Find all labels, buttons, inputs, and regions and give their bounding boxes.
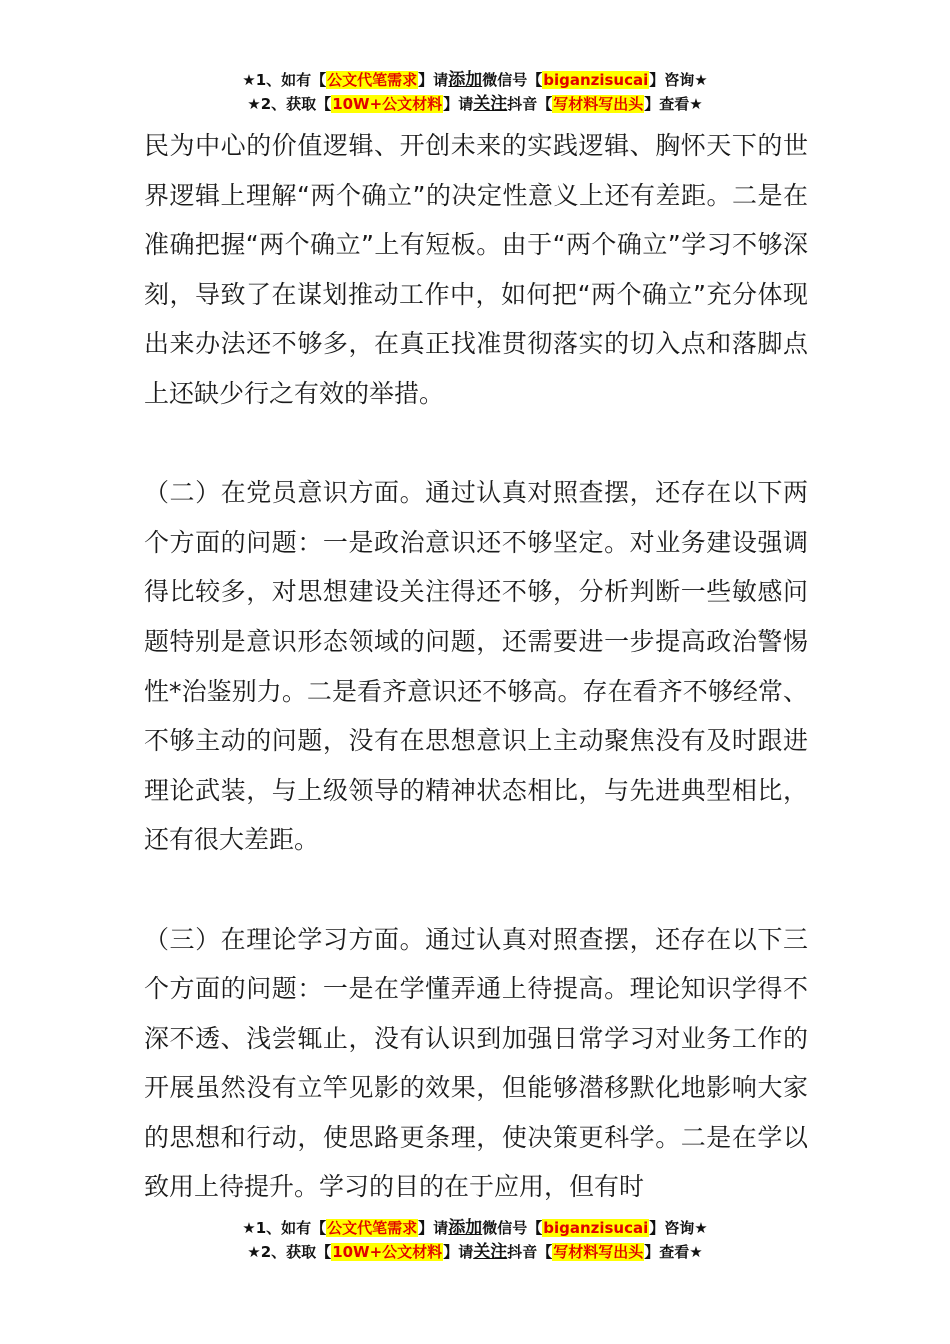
star-icon: ★: [694, 71, 708, 89]
highlight-wechat-id: biganzisucai: [543, 1219, 649, 1237]
star-icon: ★: [242, 71, 256, 89]
promo-line-1: ★1、如有【公文代笔需求】请添加微信号【biganzisucai】咨询★: [242, 70, 708, 90]
highlight-douyin-account: 写材料写出头: [553, 1243, 644, 1261]
paragraph-party-awareness: （二）在党员意识方面。通过认真对照查摆，还存在以下两个方面的问题：一是政治意识还不够坚定。对业务建设强调得比较多，对思想建设关注得还不够，分析判断一些敏感问题特别是意识形态领域的问题，还需要进一步提高政治警惕性*治鉴别力。二是看齐意识还不够高。存在看齐不够经常、不够主动的问题，没有在思想意识上主动聚焦没有及时跟进理论武装，与上级领导的精神状态相比，与先进典型相比，还有很大差距。: [144, 478, 808, 855]
highlight-service: 公文代笔需求: [327, 71, 418, 89]
promo-line-2: ★2、获取【10W+公文材料】请关注抖音【写材料写出头】查看★: [247, 94, 703, 114]
highlight-materials: 10W+公文材料: [332, 1243, 443, 1261]
promo-line-2: ★2、获取【10W+公文材料】请关注抖音【写材料写出头】查看★: [247, 1242, 703, 1262]
highlight-materials: 10W+公文材料: [332, 95, 443, 113]
star-icon: ★: [694, 1219, 708, 1237]
promo-header: [0, 68, 950, 116]
star-icon: ★: [689, 95, 703, 113]
highlight-service: 公文代笔需求: [327, 1219, 418, 1237]
highlight-wechat-id: biganzisucai: [543, 71, 649, 89]
star-icon: ★: [242, 1219, 256, 1237]
star-icon: ★: [247, 95, 261, 113]
document-body: [144, 121, 808, 1212]
promo-line-1: ★1、如有【公文代笔需求】请添加微信号【biganzisucai】咨询★: [242, 1218, 708, 1238]
promo-footer: [0, 1216, 950, 1264]
star-icon: ★: [689, 1243, 703, 1261]
paragraph-theory-study: （三）在理论学习方面。通过认真对照查摆，还存在以下三个方面的问题：一是在学懂弄通上待提高。理论知识学得不深不透、浅尝辄止，没有认识到加强日常学习对业务工作的开展虽然没有立竿见影的效果，但能够潜移默化地影响大家的思想和行动，使思路更条理，使决策更科学。二是在学以致用上待提升。学习的目的在于应用，但有时: [144, 924, 808, 1202]
paragraph-continuation: 民为中心的价值逻辑、开创未来的实践逻辑、胸怀天下的世界逻辑上理解“两个确立”的决定性意义上还有差距。二是在准确把握“两个确立”上有短板。由于“两个确立”学习不够深刻，导致了在谋划推动工作中，如何把“两个确立”充分体现出来办法还不够多，在真正找准贯彻落实的切入点和落脚点上还缺少行之有效的举措。: [144, 131, 808, 408]
highlight-douyin-account: 写材料写出头: [553, 95, 644, 113]
star-icon: ★: [247, 1243, 261, 1261]
